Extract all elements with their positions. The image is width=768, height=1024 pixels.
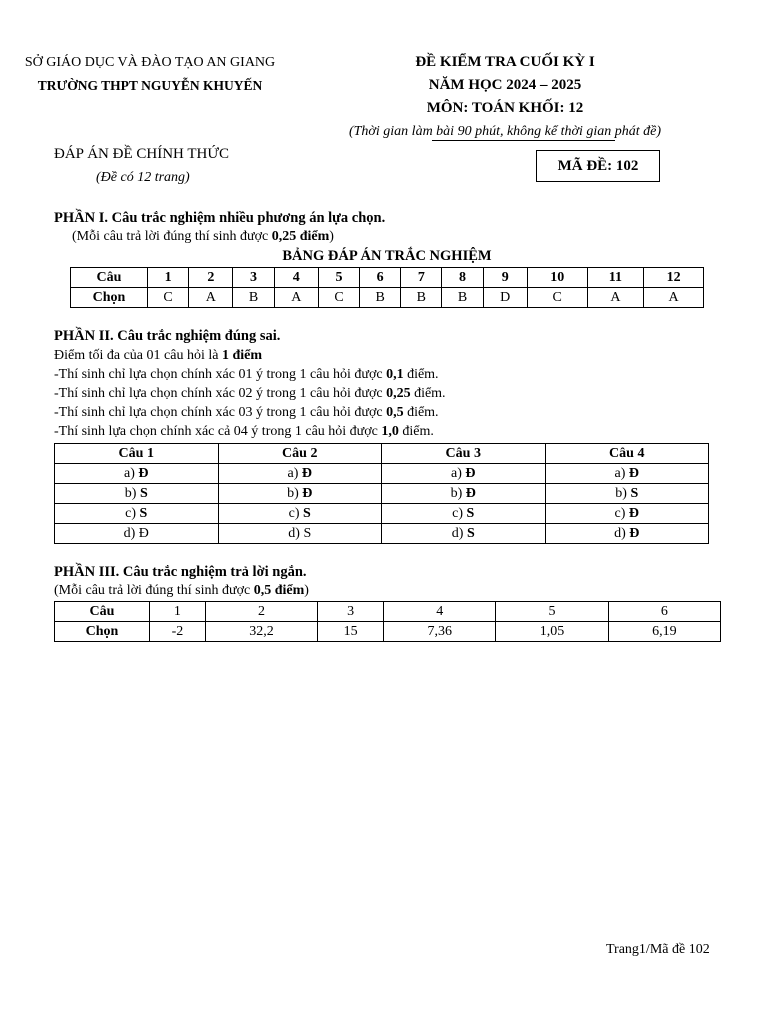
item-value: Đ (138, 525, 149, 541)
part3-note (54, 583, 309, 599)
part2-rules (54, 346, 446, 441)
table-row (55, 602, 721, 622)
rule-points: 1,0 (381, 424, 399, 439)
table-cell: 6 (360, 268, 401, 288)
table-cell (382, 484, 546, 504)
item-value: S (303, 525, 312, 541)
item-value: S (139, 505, 148, 521)
table-cell (545, 524, 709, 544)
exam-title: ĐỀ KIỂM TRA CUỐI KỲ I (415, 54, 595, 70)
item-value: S (466, 525, 475, 541)
table-cell: 2 (205, 602, 317, 622)
row-header-question: Câu (55, 602, 150, 622)
table-cell: 3 (233, 268, 274, 288)
table-row (71, 288, 704, 308)
rule-text: -Thí sinh lựa chọn chính xác cả 04 ý trong 1 câu hỏi được (54, 424, 382, 439)
part1-note-points: 0,25 điểm (271, 229, 330, 244)
table-row (55, 464, 709, 484)
table-cell (218, 464, 382, 484)
column-header: Câu 4 (545, 444, 709, 464)
item-value: Đ (301, 465, 312, 481)
table-cell: 2 (189, 268, 233, 288)
table-cell: 7,36 (384, 622, 496, 642)
exam-code-box: MÃ ĐỀ: 102 (536, 150, 660, 182)
table-cell (55, 524, 219, 544)
table-row (55, 484, 709, 504)
part2-title: PHẦN II. Câu trắc nghiệm đúng sai. (54, 328, 281, 344)
table-cell: 7 (401, 268, 442, 288)
table-cell: D (483, 288, 527, 308)
table-row (55, 622, 721, 642)
table-cell (545, 484, 709, 504)
item-value: Đ (465, 485, 476, 501)
table-cell: 6,19 (608, 622, 720, 642)
table-cell: A (644, 288, 704, 308)
table-cell: 10 (527, 268, 587, 288)
rule-text: -Thí sinh chỉ lựa chọn chính xác 03 ý trong 1 câu hỏi được (54, 405, 387, 420)
school-name: TRƯỜNG THPT NGUYỄN KHUYẾN (37, 78, 263, 93)
part3-title: PHẦN III. Câu trắc nghiệm trả lời ngắn. (54, 564, 307, 580)
item-value: Đ (302, 485, 313, 501)
part3-note-text: (Mỗi câu trả lời đúng thí sinh được (54, 583, 254, 598)
table-cell: C (527, 288, 587, 308)
part1-note-text: (Mỗi câu trả lời đúng thí sinh được (72, 229, 272, 244)
table-row (55, 504, 709, 524)
table-cell: 8 (442, 268, 483, 288)
table-cell (218, 484, 382, 504)
table-cell (218, 524, 382, 544)
table-cell: B (401, 288, 442, 308)
item-value: S (630, 485, 639, 501)
table-cell: 11 (587, 268, 644, 288)
item-value: Đ (138, 465, 149, 481)
item-label: a) (450, 465, 466, 481)
table-cell (55, 504, 219, 524)
school-year: NĂM HỌC 2024 – 2025 (428, 77, 582, 93)
part3-note-close: ) (304, 583, 309, 598)
rule-line (54, 422, 446, 441)
item-label: b) (450, 485, 466, 501)
time-note: (Thời gian làm bài 90 phút, không kể thời gian phát đề) (348, 124, 662, 139)
table-cell (382, 524, 546, 544)
header-right (315, 51, 695, 143)
table-cell (218, 504, 382, 524)
part1-table-title: BẢNG ĐÁP ÁN TRẮC NGHIỆM (282, 248, 492, 264)
department-name: SỞ GIÁO DỤC VÀ ĐÀO TẠO AN GIANG (24, 55, 276, 70)
part3-answer-table (54, 601, 721, 642)
part1-answer-table (70, 267, 704, 308)
table-cell: 9 (483, 268, 527, 288)
subject-line: MÔN: TOÁN KHỐI: 12 (426, 100, 584, 116)
item-value: Đ (628, 465, 639, 481)
part1-note (72, 229, 334, 245)
row-header-question: Câu (71, 268, 148, 288)
table-cell: B (442, 288, 483, 308)
rule-suffix: điểm. (398, 424, 434, 439)
table-cell: B (233, 288, 274, 308)
table-row (55, 524, 709, 544)
part1-note-close: ) (329, 229, 334, 244)
rule-text: -Thí sinh chỉ lựa chọn chính xác 02 ý trong 1 câu hỏi được (54, 386, 387, 401)
table-cell: 15 (318, 622, 384, 642)
table-cell: A (587, 288, 644, 308)
item-label: b) (287, 485, 303, 501)
row-header-answer: Chọn (71, 288, 148, 308)
item-label: b) (615, 485, 631, 501)
part2-max-score (54, 346, 446, 365)
rule-points: 0,5 (386, 405, 404, 420)
max-score-text: Điểm tối đa của 01 câu hỏi là (54, 348, 222, 363)
part2-answer-table (54, 443, 709, 544)
item-label: b) (124, 485, 140, 501)
table-cell: A (189, 288, 233, 308)
item-value: Đ (465, 465, 476, 481)
table-cell (545, 504, 709, 524)
table-cell: 5 (318, 268, 359, 288)
item-value: S (139, 485, 148, 501)
table-cell: 1 (148, 268, 189, 288)
rule-points: 0,25 (386, 386, 411, 401)
max-score-value: 1 điểm (221, 348, 263, 363)
table-cell: 32,2 (205, 622, 317, 642)
rule-line (54, 384, 446, 403)
pages-note: (Đề có 12 trang) (96, 170, 190, 185)
rule-suffix: điểm. (410, 386, 446, 401)
item-label: d) (614, 525, 630, 541)
item-label: c) (125, 505, 140, 521)
official-answer-title: ĐÁP ÁN ĐỀ CHÍNH THỨC (54, 146, 229, 162)
item-label: a) (614, 465, 629, 481)
table-row (71, 268, 704, 288)
rule-text: -Thí sinh chỉ lựa chọn chính xác 01 ý trong 1 câu hỏi được (54, 367, 387, 382)
column-header: Câu 2 (218, 444, 382, 464)
table-cell: B (360, 288, 401, 308)
table-cell (382, 464, 546, 484)
item-label: d) (451, 525, 467, 541)
item-label: a) (287, 465, 302, 481)
column-header: Câu 1 (55, 444, 219, 464)
table-cell (55, 464, 219, 484)
rule-points: 0,1 (386, 367, 404, 382)
table-cell: 1,05 (496, 622, 608, 642)
column-header: Câu 3 (382, 444, 546, 464)
header-divider (432, 140, 615, 141)
table-cell: 4 (274, 268, 318, 288)
rule-suffix: điểm. (403, 367, 439, 382)
item-value: S (466, 505, 475, 521)
official-block (54, 143, 229, 189)
table-cell: 12 (644, 268, 704, 288)
table-cell: C (148, 288, 189, 308)
table-row (55, 444, 709, 464)
rule-line (54, 403, 446, 422)
rule-line (54, 365, 446, 384)
item-label: d) (123, 525, 139, 541)
table-cell: 4 (384, 602, 496, 622)
header-left (10, 51, 290, 97)
table-cell: 1 (150, 602, 206, 622)
rule-suffix: điểm. (403, 405, 439, 420)
item-label: c) (452, 505, 467, 521)
table-cell (545, 464, 709, 484)
part3-note-points: 0,5 điểm (253, 583, 305, 598)
item-label: a) (123, 465, 139, 481)
table-cell: 3 (318, 602, 384, 622)
table-cell: -2 (150, 622, 206, 642)
table-cell: C (318, 288, 359, 308)
item-value: Đ (628, 505, 639, 521)
item-value: S (303, 505, 311, 521)
page-footer: Trang1/Mã đề 102 (606, 942, 710, 957)
table-cell: 6 (608, 602, 720, 622)
row-header-answer: Chọn (55, 622, 150, 642)
item-label: d) (288, 525, 304, 541)
part1-title: PHẦN I. Câu trắc nghiệm nhiều phương án lựa chọn. (54, 210, 386, 226)
table-cell: 5 (496, 602, 608, 622)
table-cell: A (274, 288, 318, 308)
item-label: c) (614, 505, 629, 521)
table-cell (55, 484, 219, 504)
item-value: Đ (629, 525, 640, 541)
table-cell (382, 504, 546, 524)
item-label: c) (288, 505, 304, 521)
